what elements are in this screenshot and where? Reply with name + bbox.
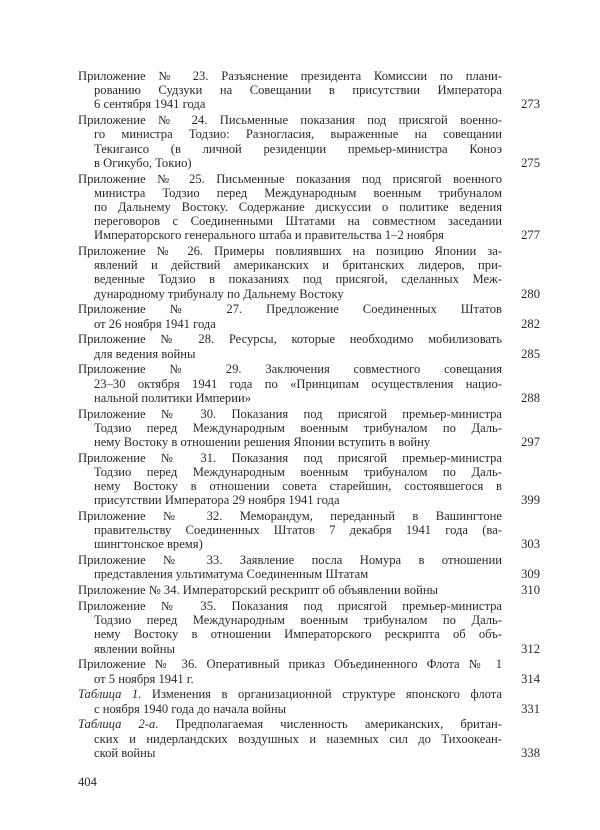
toc-entry-line: по Дальнему Востоку. Содержание дискуссии о политике ведения <box>94 199 502 214</box>
toc-entry <box>78 451 540 508</box>
toc-entry-line: министра Тодзио перед Международным военным трибуналом <box>94 185 502 200</box>
toc-entry-line: от 26 ноября 1941 года <box>94 316 216 331</box>
toc-entry-line: присутствии Императора 29 ноября 1941 года <box>94 493 340 508</box>
toc-entry-line: Приложение № 32. Меморандум, переданный в Вашингтоне <box>78 509 502 524</box>
toc-entry-line: Таблица 2-а. Предполагаемая численность американских, британ- <box>78 717 502 732</box>
toc-entry <box>78 599 540 656</box>
toc-entry-page: 314 <box>521 671 540 686</box>
toc-entry <box>78 69 540 112</box>
toc-entry-page: 280 <box>521 286 540 301</box>
toc-entry-line: Приложение № 23. Разъяснение президента Комиссии по плани- <box>78 69 502 83</box>
toc-entry-page: 297 <box>521 434 540 449</box>
toc-entry-line: Императорского генерального штаба и правительства 1–2 ноября <box>94 228 444 243</box>
toc-entry-line: Текигаисо (в личной резиденции премьер-министра Коноэ <box>94 141 502 156</box>
toc-entry-line: нему Востоку в отношении совета старейшин, состоявшегося в <box>94 479 502 494</box>
toc-entry-label: Таблица 2-а. <box>78 717 159 732</box>
toc-entry-line: явлений и действий американских и британских лидеров, при- <box>94 258 502 273</box>
toc-entry-line: Приложение № 24. Письменные показания под присягой военно- <box>78 113 502 128</box>
toc-entry-line: переговоров с Соединенными Штатами на совместном заседании <box>94 214 502 229</box>
toc-entry <box>78 407 540 450</box>
toc-entry-page: 303 <box>521 537 540 552</box>
toc-entry-line: Тодзио перед Международным военным трибуналом по Даль- <box>94 420 502 435</box>
toc-entry-line: от 5 ноября 1941 г. <box>94 671 194 686</box>
toc-entry-label: Таблица 1. <box>78 687 142 702</box>
toc-entry <box>78 583 540 597</box>
toc-entry-line: Приложение № 31. Показания под присягой премьер-министра <box>78 450 502 465</box>
toc-entry-page: 285 <box>521 346 540 361</box>
toc-entry-line: Приложение № 27. Предложение Соединенных Штатов <box>78 302 502 317</box>
toc-entry <box>78 362 540 405</box>
toc-entry <box>78 113 540 170</box>
toc-entry-line: для ведения войны <box>94 346 196 361</box>
toc-entry-line: шингтонское время) <box>94 537 203 552</box>
toc-entry-line: нальной политики Империи» <box>94 390 252 405</box>
toc-entry <box>78 172 540 243</box>
toc-entry-line: Приложение № 28. Ресурсы, которые необходимо мобилизовать <box>78 332 502 347</box>
toc-entry <box>78 332 540 360</box>
toc-entry-page: 399 <box>521 493 540 508</box>
toc-entry-line: в Огикубо, Токио) <box>94 155 192 170</box>
toc-entry-page: 310 <box>521 583 540 598</box>
toc-entry-line: ской войны <box>94 745 156 760</box>
toc-entry <box>78 553 540 581</box>
toc-entry-line: Приложение № 36. Оперативный приказ Объединенного Флота № 1 <box>78 657 502 672</box>
toc-entry-line: веденные Тодзио в показаниях под присягой, сделанных Меж- <box>94 272 502 287</box>
toc-entry-page: 331 <box>521 701 540 716</box>
toc-entry-line: ских и нидерландских воздушных и наземных сил до Тихоокеан- <box>94 731 502 746</box>
toc-entry-line: 6 сентября 1941 года <box>94 97 206 112</box>
toc-entry-line: нему Востоку в отношении решения Японии вступить в войну <box>94 434 431 449</box>
toc-entry <box>78 244 540 301</box>
toc-entry-page: 312 <box>521 641 540 656</box>
toc-entry-line: Тодзио перед Международным военным трибуналом по Даль- <box>94 464 502 479</box>
toc-entry <box>78 687 540 715</box>
toc-entry-line: явлении войны <box>94 641 175 656</box>
toc-entry-page: 273 <box>521 97 540 112</box>
toc-entry-line: Приложение № 26. Примеры повлиявших на позицию Японии за- <box>78 244 502 259</box>
toc-entry-line: Приложение № 30. Показания под присягой премьер-министра <box>78 406 502 421</box>
page-number: 404 <box>78 775 97 789</box>
toc-entry-page: 277 <box>521 228 540 243</box>
toc-entry-page: 288 <box>521 390 540 405</box>
toc-entry <box>78 657 540 685</box>
toc-entry-line: го министра Тодзио: Разногласия, выраженные на совещании <box>94 127 502 142</box>
toc-entry <box>78 302 540 330</box>
toc-entry-line: Приложение № 33. Заявление посла Номура в отношении <box>78 553 502 568</box>
toc-entry-line: рованию Судзуки на Совещании в присутствии Императора <box>94 83 502 98</box>
toc-entry-line: Приложение № 29. Заключения совместного совещания <box>78 362 502 377</box>
toc-entry-line: Приложение № 34. Императорский рескрипт об объявлении войны <box>78 583 439 598</box>
toc-entry-page: 309 <box>521 567 540 582</box>
toc-entry <box>78 717 540 760</box>
toc-entry-line: Приложение № 25. Письменные показания под присягой военного <box>78 171 502 186</box>
toc-entry-line: нему Востоку в отношении Императорского рескрипта об объ- <box>94 627 502 642</box>
toc-entry-page: 282 <box>521 316 540 331</box>
toc-entry-line: дународному трибуналу по Дальнему Востоку <box>94 286 344 301</box>
toc-entry-line: представления ультиматума Соединенным Штатам <box>94 567 369 582</box>
toc-entry-line: правительству Соединенных Штатов 7 декабря 1941 года (ва- <box>94 523 502 538</box>
toc-entry-line: с ноября 1940 года до начала войны <box>94 701 287 716</box>
toc-entry-line: Таблица 1. Изменения в организационной структуре японского флота <box>78 687 502 702</box>
toc-entry-line: 23–30 октября 1941 года по «Принципам осуществления нацио- <box>94 376 502 391</box>
table-of-contents <box>78 69 540 762</box>
toc-entry-line: Тодзио перед Международным военным трибуналом по Даль- <box>94 613 502 628</box>
toc-entry-page: 275 <box>521 155 540 170</box>
toc-entry <box>78 509 540 552</box>
toc-entry-line: Приложение № 35. Показания под присягой премьер-министра <box>78 599 502 614</box>
toc-entry-page: 338 <box>521 745 540 760</box>
